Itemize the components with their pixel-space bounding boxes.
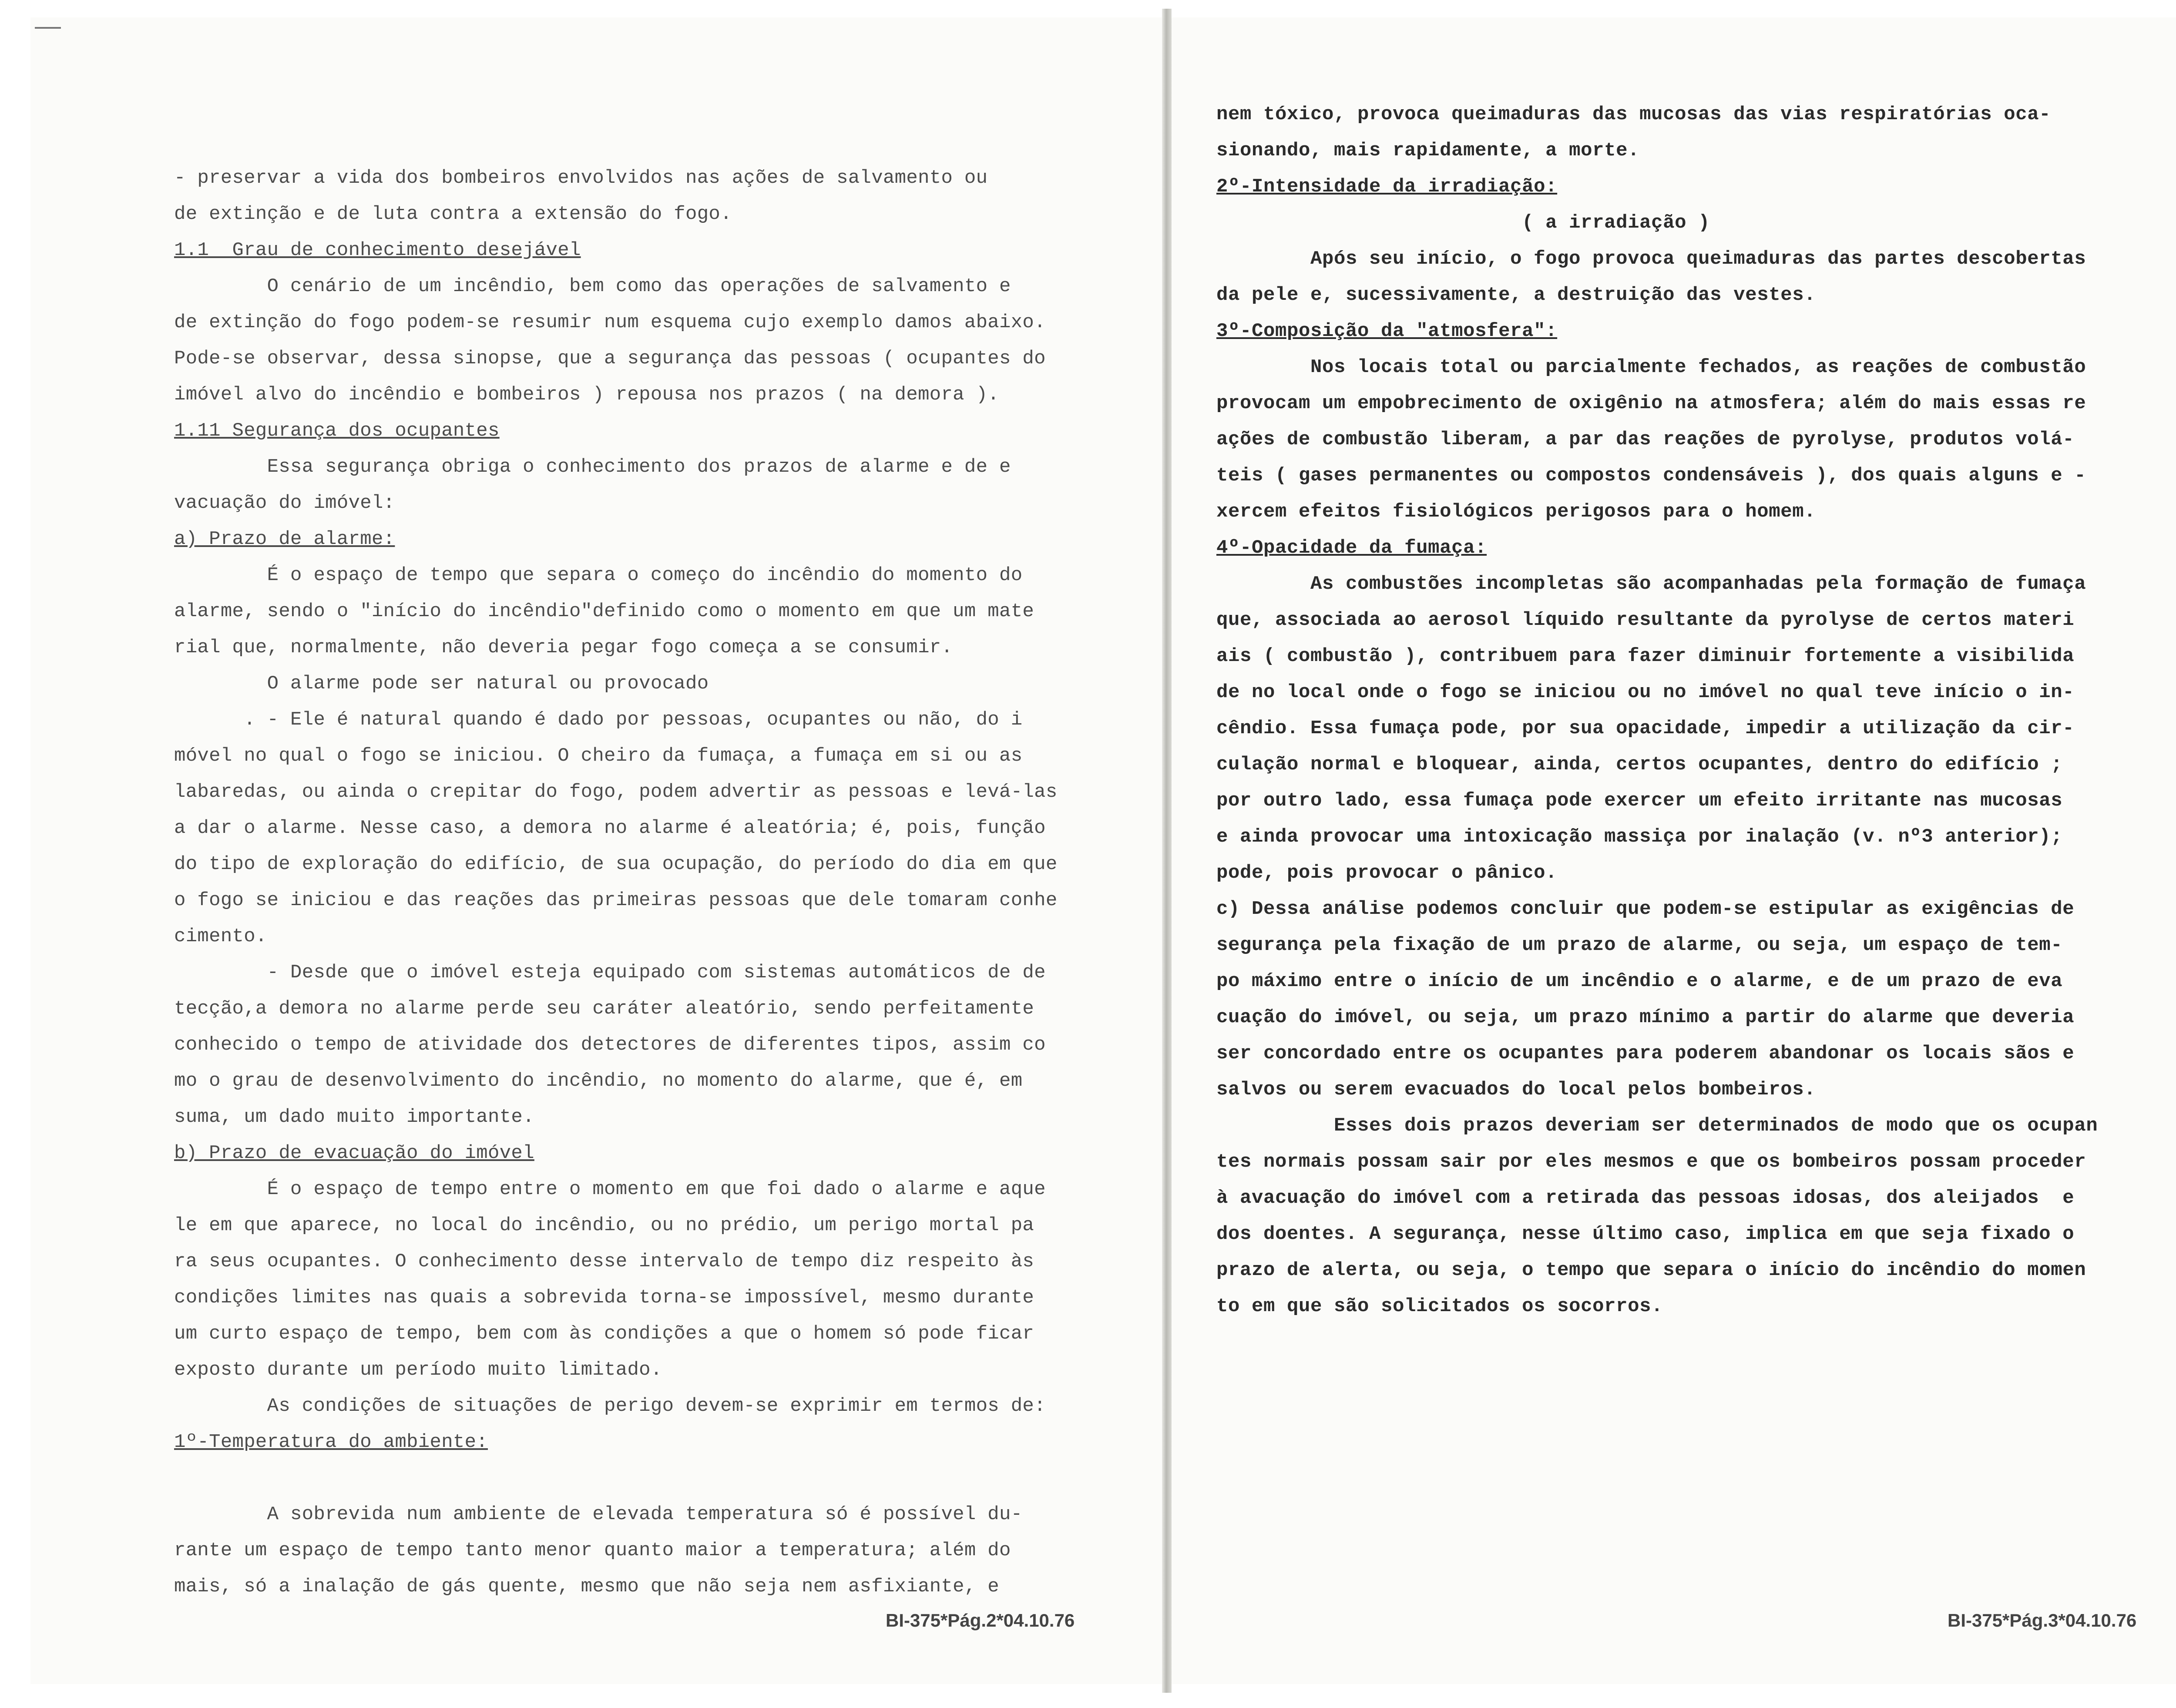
- text-line: - preservar a vida dos bombeiros envolvidos nas ações de salvamento ou: [174, 167, 988, 189]
- text-line: ais ( combustão ), contribuem para fazer diminuir fortemente a visibilida: [1216, 645, 2075, 667]
- text-line: de no local onde o fogo se iniciou ou no imóvel no qual teve início o in-: [1216, 681, 2075, 703]
- text-line: culação normal e bloquear, ainda, certos ocupantes, dentro do edifício ;: [1216, 754, 2063, 775]
- text-line: cuação do imóvel, ou seja, um prazo mínimo a partir do alarme que deveria: [1216, 1007, 2075, 1028]
- text-line: 2º-Intensidade da irradiação:: [1216, 176, 1558, 198]
- text-line: ser concordado entre os ocupantes para poderem abandonar os locais sãos e: [1216, 1043, 2075, 1064]
- text-line: suma, um dado muito importante.: [174, 1106, 534, 1128]
- text-line: sionando, mais rapidamente, a morte.: [1216, 140, 1640, 161]
- text-line: ações de combustão liberam, a par das reações de pyrolyse, produtos volá-: [1216, 429, 2075, 450]
- text-line: 1.1 Grau de conhecimento desejável: [174, 239, 581, 261]
- text-line: imóvel alvo do incêndio e bombeiros ) repousa nos prazos ( na demora ).: [174, 384, 1000, 406]
- text-line: segurança pela fixação de um prazo de alarme, ou seja, um espaço de tem-: [1216, 934, 2063, 956]
- text-line: da pele e, sucessivamente, a destruição das vestes.: [1216, 284, 1816, 306]
- text-line: de extinção e de luta contra a extensão do fogo.: [174, 203, 732, 225]
- right-page-footer: BI-375*Pág.3*04.10.76: [1948, 1610, 2137, 1631]
- text-line: le em que aparece, no local do incêndio, ou no prédio, um perigo mortal pa: [174, 1215, 1034, 1236]
- text-line: pode, pois provocar o pânico.: [1216, 862, 1558, 884]
- text-line: de extinção do fogo podem-se resumir num esquema cujo exemplo damos abaixo.: [174, 312, 1046, 333]
- text-line: rante um espaço de tempo tanto menor quanto maior a temperatura; além do: [174, 1540, 1011, 1561]
- text-line: Esses dois prazos deveriam ser determinados de modo que os ocupan: [1216, 1115, 2098, 1137]
- text-line: c) Dessa análise podemos concluir que podem-se estipular as exigências de: [1216, 898, 2075, 920]
- text-line: 3º-Composição da "atmosfera":: [1216, 320, 1558, 342]
- text-line: [174, 1460, 1058, 1497]
- text-line: 1.11 Segurança dos ocupantes: [174, 420, 500, 442]
- text-line: labaredas, ou ainda o crepitar do fogo, podem advertir as pessoas e levá-las: [174, 781, 1058, 803]
- text-line: móvel no qual o fogo se iniciou. O cheiro da fumaça, a fumaça em si ou as: [174, 745, 1023, 767]
- text-line: à avacuação do imóvel com a retirada das pessoas idosas, dos aleijados e: [1216, 1187, 2075, 1209]
- text-line: A sobrevida num ambiente de elevada temperatura só é possível du-: [174, 1503, 1023, 1525]
- text-line: conhecido o tempo de atividade dos detectores de diferentes tipos, assim co: [174, 1034, 1046, 1056]
- text-line: po máximo entre o início de um incêndio e o alarme, e de um prazo de eva: [1216, 970, 2063, 992]
- text-line: exposto durante um período muito limitado.: [174, 1359, 662, 1381]
- text-line: . - Ele é natural quando é dado por pessoas, ocupantes ou não, do i: [174, 709, 1023, 731]
- text-line: vacuação do imóvel:: [174, 492, 395, 514]
- text-line: Nos locais total ou parcialmente fechados, as reações de combustão: [1216, 356, 2086, 378]
- text-line: prazo de alerta, ou seja, o tempo que separa o início do incêndio do momen: [1216, 1259, 2086, 1281]
- text-line: salvos ou serem evacuados do local pelos bombeiros.: [1216, 1079, 1816, 1101]
- text-line: tes normais possam sair por eles mesmos e que os bombeiros possam proceder: [1216, 1151, 2086, 1173]
- text-line: Pode-se observar, dessa sinopse, que a segurança das pessoas ( ocupantes do: [174, 348, 1046, 369]
- left-page-footer: BI-375*Pág.2*04.10.76: [886, 1610, 1075, 1631]
- text-line: cêndio. Essa fumaça pode, por sua opacidade, impedir a utilização da cir-: [1216, 718, 2075, 739]
- text-line: dos doentes. A segurança, nesse último caso, implica em que seja fixado o: [1216, 1223, 2075, 1245]
- text-line: tecção,a demora no alarme perde seu caráter aleatório, sendo perfeitamente: [174, 998, 1034, 1020]
- text-line: As combustões incompletas são acompanhadas pela formação de fumaça: [1216, 573, 2086, 595]
- text-line: 1º-Temperatura do ambiente:: [174, 1431, 488, 1453]
- text-line: É o espaço de tempo que separa o começo do incêndio do momento do: [174, 564, 1023, 586]
- text-line: e ainda provocar uma intoxicação massiça por inalação (v. nº3 anterior);: [1216, 826, 2063, 848]
- text-line: Após seu início, o fogo provoca queimaduras das partes descobertas: [1216, 248, 2086, 270]
- book-gutter: [1162, 9, 1172, 1693]
- text-line: por outro lado, essa fumaça pode exercer um efeito irritante nas mucosas: [1216, 790, 2063, 812]
- text-line: O alarme pode ser natural ou provocado: [174, 673, 709, 695]
- text-line: b) Prazo de evacuação do imóvel: [174, 1142, 534, 1164]
- text-line: ra seus ocupantes. O conhecimento desse intervalo de tempo diz respeito às: [174, 1251, 1034, 1272]
- text-line: 4º-Opacidade da fumaça:: [1216, 537, 1487, 559]
- text-line: a) Prazo de alarme:: [174, 528, 395, 550]
- text-line: Essa segurança obriga o conhecimento dos prazos de alarme e de e: [174, 456, 1011, 478]
- text-line: cimento.: [174, 926, 267, 947]
- right-page-text: [1216, 97, 2098, 1325]
- text-line: xercem efeitos fisiológicos perigosos para o homem.: [1216, 501, 1816, 523]
- text-line: a dar o alarme. Nesse caso, a demora no alarme é aleatória; é, pois, função: [174, 817, 1046, 839]
- text-line: to em que são solicitados os socorros.: [1216, 1295, 1663, 1317]
- left-page-text: [174, 160, 1058, 1605]
- text-line: É o espaço de tempo entre o momento em que foi dado o alarme e aque: [174, 1178, 1046, 1200]
- text-line: o fogo se iniciou e das reações das primeiras pessoas que dele tomaram conhe: [174, 889, 1058, 911]
- edge-mark: [35, 27, 61, 29]
- text-line: teis ( gases permanentes ou compostos condensáveis ), dos quais alguns e -: [1216, 465, 2086, 487]
- text-line: alarme, sendo o "início do incêndio"definido como o momento em que um mate: [174, 601, 1034, 622]
- text-line: condições limites nas quais a sobrevida torna-se impossível, mesmo durante: [174, 1287, 1034, 1309]
- text-line: que, associada ao aerosol líquido resultante da pyrolyse de certos materi: [1216, 609, 2075, 631]
- text-line: O cenário de um incêndio, bem como das operações de salvamento e: [174, 275, 1011, 297]
- text-line: - Desde que o imóvel esteja equipado com sistemas automáticos de de: [174, 962, 1046, 983]
- text-line: mo o grau de desenvolvimento do incêndio, no momento do alarme, que é, em: [174, 1070, 1023, 1092]
- text-line: do tipo de exploração do edifício, de sua ocupação, do período do dia em que: [174, 853, 1058, 875]
- text-line: provocam um empobrecimento de oxigênio na atmosfera; além do mais essas re: [1216, 393, 2086, 414]
- text-line: nem tóxico, provoca queimaduras das mucosas das vias respiratórias oca-: [1216, 104, 2051, 125]
- text-line: As condições de situações de perigo devem-se exprimir em termos de:: [174, 1395, 1046, 1417]
- text-line: rial que, normalmente, não deveria pegar fogo começa a se consumir.: [174, 637, 953, 658]
- text-line: mais, só a inalação de gás quente, mesmo que não seja nem asfixiante, e: [174, 1576, 1000, 1597]
- text-line: ( a irradiação ): [1216, 212, 1710, 234]
- text-line: um curto espaço de tempo, bem com às condições a que o homem só pode ficar: [174, 1323, 1034, 1345]
